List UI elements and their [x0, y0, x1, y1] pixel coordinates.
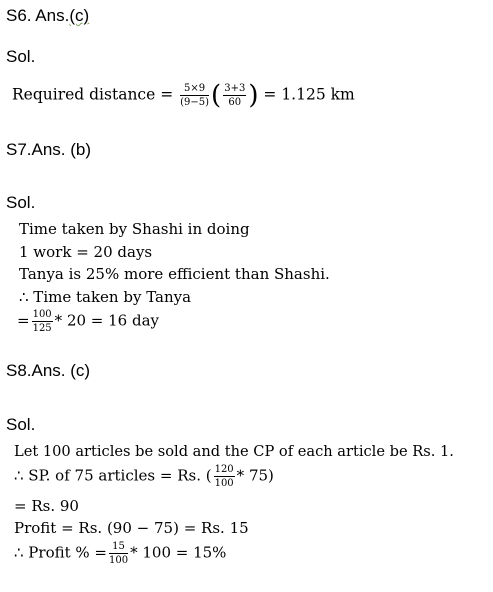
s8-fraction-2-numerator: 15: [109, 540, 128, 554]
s8-fraction-2: [109, 540, 128, 567]
s8-line-5: [14, 540, 226, 567]
s8-fraction-1-numerator: 120: [214, 464, 234, 475]
s8-line-5-prefix: ∴ Profit % =: [14, 543, 107, 562]
s8-fraction-1: [214, 463, 235, 490]
s7-fraction: [32, 308, 53, 335]
s8-line-3: = Rs. 90: [14, 497, 79, 515]
s6-answer-prefix: S6. Ans.: [6, 6, 70, 25]
s8-fraction-2-denominator: 100: [109, 555, 129, 566]
s7-sol-label: Sol.: [6, 193, 36, 212]
s6-equation: [12, 82, 355, 109]
s6-fraction-1-denominator: (9−5): [180, 97, 210, 108]
s7-line-4: ∴ Time taken by Tanya: [19, 288, 192, 306]
s8-line-1: Let 100 articles be sold and the CP of each article be Rs. 1.: [14, 443, 454, 460]
s7-equation: [17, 308, 159, 335]
s7-line-2: 1 work = 20 days: [19, 243, 153, 261]
s8-line-2: [14, 463, 274, 490]
s6-equation-result: = 1.125 km: [263, 85, 355, 104]
s7-equation-suffix: * 20 = 16 day: [54, 311, 160, 330]
s8-answer-heading: S8.Ans. (c): [6, 361, 91, 380]
s6-sol-label: Sol.: [6, 47, 36, 66]
s6-fraction-1-numerator: 5×9: [180, 82, 209, 96]
s6-answer-option: (c): [69, 6, 90, 25]
s8-line-4: Profit = Rs. (90 − 75) = Rs. 15: [14, 519, 249, 537]
s6-answer-heading: [6, 6, 89, 26]
s8-sol-label: Sol.: [6, 415, 36, 434]
s6-fraction-2-denominator: 60: [228, 97, 242, 108]
s6-fraction-2-numerator: 3+3: [224, 83, 246, 94]
s7-fraction-denominator: 125: [32, 323, 52, 334]
s6-fraction-1: [180, 82, 209, 109]
s6-fraction-2: [223, 82, 246, 109]
s6-right-paren: ): [248, 80, 259, 111]
s8-line-2-suffix: * 75): [236, 466, 274, 485]
s7-fraction-numerator: 100: [32, 309, 52, 320]
s8-line-5-suffix: * 100 = 15%: [130, 543, 227, 562]
s8-fraction-1-denominator: 100: [214, 478, 234, 489]
s7-equation-prefix: =: [17, 311, 30, 330]
s7-line-3: Tanya is 25% more efficient than Shashi.: [19, 265, 330, 283]
s7-line-1: Time taken by Shashi in doing: [19, 220, 250, 238]
s8-line-2-prefix: ∴ SP. of 75 articles = Rs. (: [14, 466, 212, 485]
s6-equation-label: Required distance =: [12, 85, 174, 104]
s6-left-paren: (: [211, 80, 222, 111]
s7-answer-heading: S7.Ans. (b): [6, 140, 92, 159]
